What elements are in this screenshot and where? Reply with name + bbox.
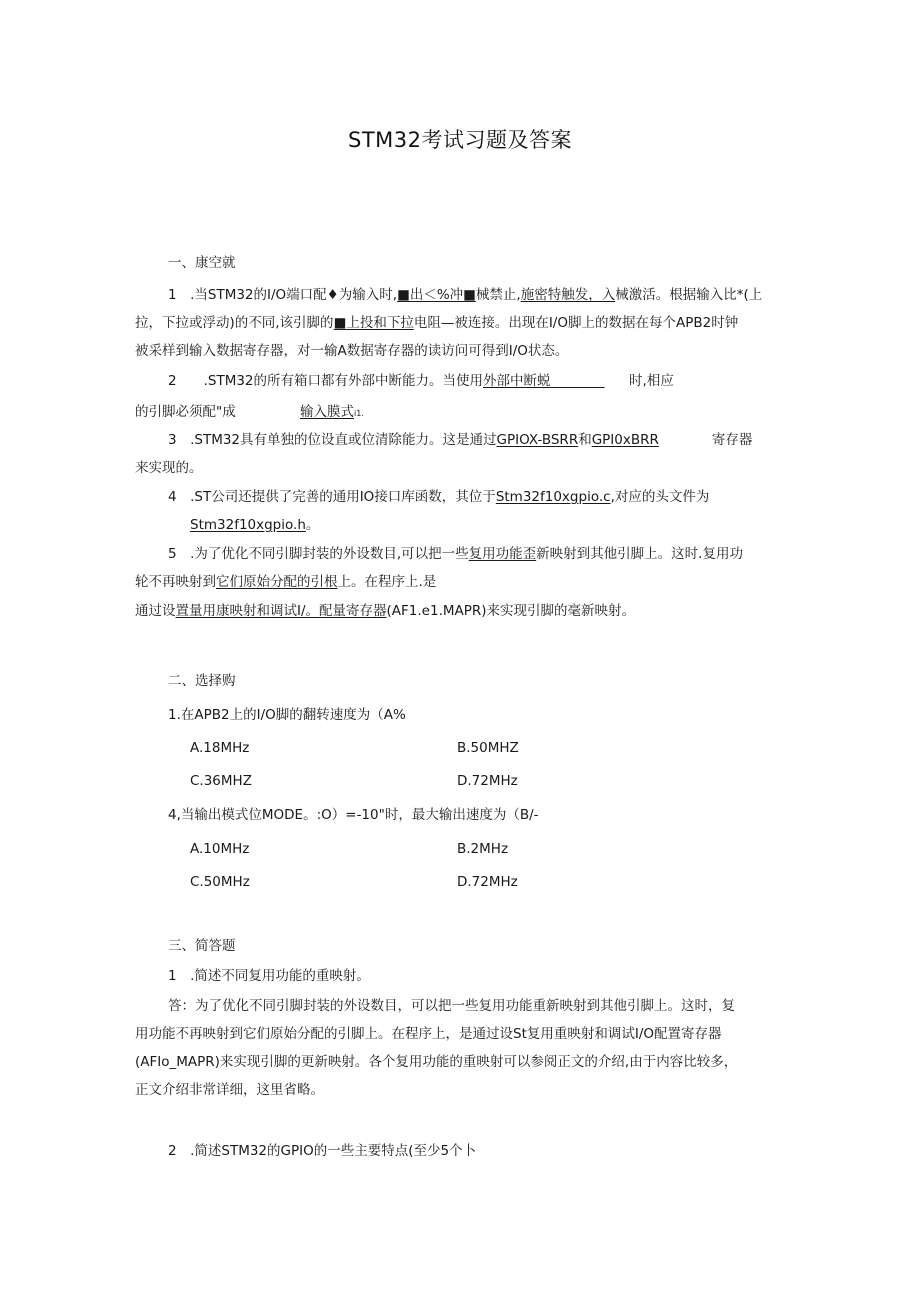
mc-q1-option-d: D.72MHz [457, 773, 518, 789]
sa-q1-answer-line3: (AFIo_MAPR)来实现引脚的更新映射。各个复用功能的重映射可以参阅正文的介绍,由于内容比较多， [135, 1054, 738, 1070]
mc-q1-option-c: C.36MHZ [190, 773, 252, 789]
q4-answer-1: Stm32f10xgpio.c [495, 489, 611, 505]
q1-answer-2: 施密特触发，入 [520, 287, 616, 303]
section-heading-multiple-choice: 二、选择购 [168, 673, 236, 689]
q2-answer-2: 输入膜式 [300, 404, 354, 420]
q3-answer-2: GPI0xBRR [591, 432, 659, 448]
section-heading-short-answer: 三、简答题 [168, 938, 236, 954]
sa-q1-question: 1 .简述不同复用功能的重映射。 [168, 968, 370, 984]
q5-answer-2: 它们原始分配的引根 [216, 574, 338, 590]
q5-line3: 通过设置量用康映射和调试I/。配量寄存器(AF1.e1.MAPR)来实现引脚的毫新映射。 [135, 603, 636, 619]
mc-q4-option-c: C.50MHz [190, 874, 250, 890]
mc-q1-stem: 1.在APB2上的I/O脚的翻转速度为（A% [168, 707, 406, 723]
mc-q4-stem: 4,当输出模式位MODE。:O）=-10"时，最大输出速度为（B∕- [168, 807, 539, 823]
q3-answer-1: GPIOX-BSRR [496, 432, 579, 448]
q2-line1: 2 .STM32的所有箱口都有外部中断能力。当使用外部中断蜕 时,相应 [168, 373, 674, 389]
mc-q4-option-d: D.72MHz [457, 874, 518, 890]
q4-answer-2: Stm32f10xgpio.h [190, 517, 306, 533]
mc-q4-option-a: A.10MHz [190, 841, 250, 857]
mc-q1-option-b: B.50MHZ [457, 740, 519, 756]
q1-line2: 拉，下拉或浮动)的不同,该引脚的■上投和下拉电阻—被连接。出现在I/O脚上的数据在每个APB2时钟 [135, 315, 739, 331]
q5-answer-1: 复用功能歪 [468, 546, 537, 562]
sa-q2-question: 2 .简述STM32的GPIO的一些主要特点(至少5个卜 [168, 1143, 477, 1159]
q4-line1: 4 .ST公司还提供了完善的通用IO接口库函数，其位于Stm32f10xgpio.c,对应的头文件为 [168, 489, 710, 505]
mc-q4-option-b: B.2MHz [457, 841, 509, 857]
section-heading-fill-blank: 一、康空就 [168, 255, 236, 271]
mc-q1-option-a: A.18MHz [190, 740, 250, 756]
q1-line1: 1 .当STM32的I/O端口配♦为输入时,■出＜%冲■械禁止,施密特触发，入械激活。根据输入比*(上 [168, 287, 763, 303]
q5-answer-3: 置量用康映射和调试I/。配量寄存器 [175, 603, 387, 619]
sa-q1-answer-line1: 答：为了优化不同引脚封装的外设数目，可以把一些复用功能重新映射到其他引脚上。这时，复 [168, 998, 735, 1014]
q5-line1: 5 .为了优化不同引脚封装的外设数目,可以把一些复用功能歪新映射到其他引脚上。这时.复用功 [168, 546, 743, 562]
q3-line2: 来实现的。 [135, 460, 203, 476]
q1-answer-1: ■出＜%冲■ [397, 287, 476, 303]
q2-line2: 的引脚必须配"成 输入膜式i1. [135, 404, 364, 420]
q5-line2: 轮不再映射到它们原始分配的引根上。在程序上.是 [135, 574, 437, 590]
document-title: STM32考试习题及答案 [348, 128, 572, 152]
sa-q1-answer-line4: 正文介绍非常详细，这里省略。 [135, 1082, 324, 1098]
q2-answer-1: 外部中断蜕 [483, 373, 605, 389]
q1-answer-3: ■上投和下拉 [333, 315, 414, 331]
q3-line1: 3 .STM32具有单独的位设直或位清除能力。这是通过GPIOX-BSRR和GPI0xBRR 寄存器 [168, 432, 753, 448]
sa-q1-answer-line2: 用功能不再映射到它们原始分配的引脚上。在程序上，是通过设St复用重映射和调试I/O配置寄存器 [135, 1026, 722, 1042]
q4-line2: Stm32f10xgpio.h。 [190, 517, 320, 533]
q1-line3: 被采样到输入数据寄存器，对一输A数据寄存器的读访问可得到I/O状态。 [135, 343, 569, 359]
